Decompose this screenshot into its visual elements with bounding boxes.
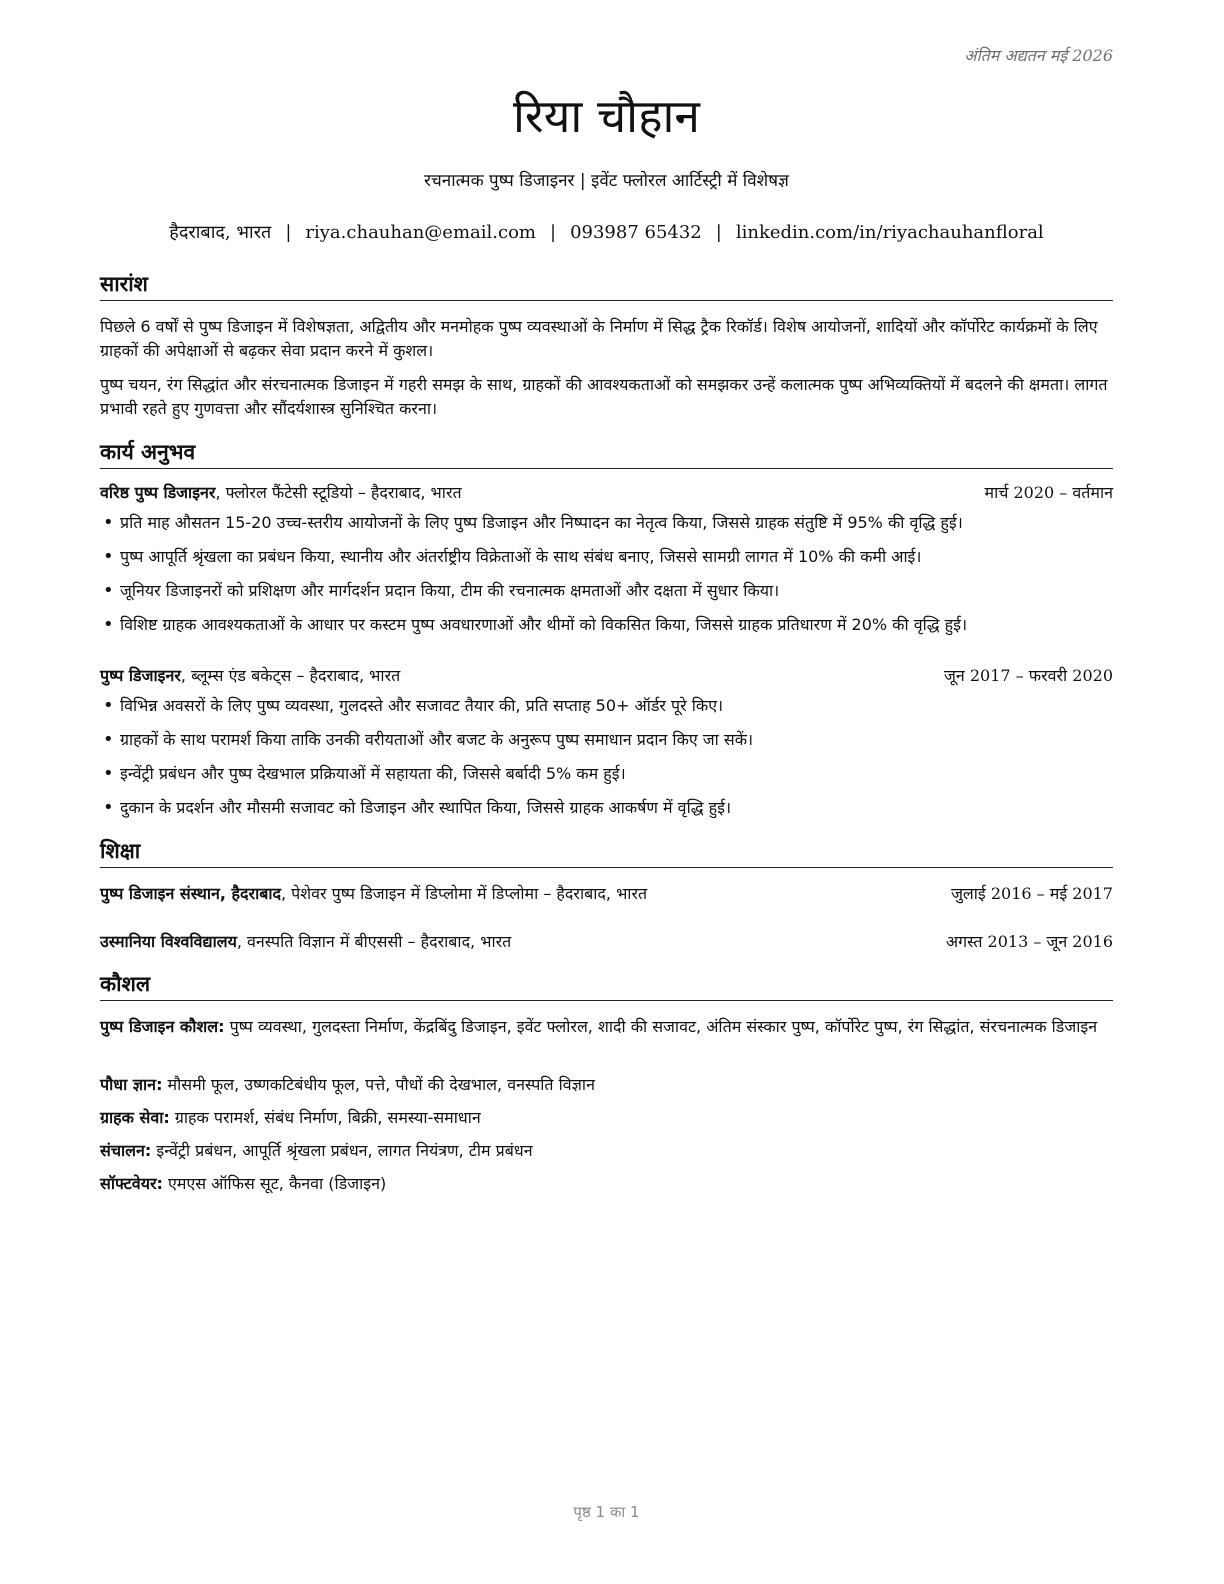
skill-value: एमएस ऑफिस सूट, कैनवा (डिजाइन) xyxy=(162,1174,387,1193)
page-number: पृष्ठ 1 का 1 xyxy=(573,1503,640,1521)
list-item: • विशिष्ट ग्राहक आवश्यकताओं के आधार पर कस्टम पुष्प अवधारणाओं और थीमों को विकसित किया, जिससे ग्राहक प्रतिधारण में 20% की वृद्धि हुई। xyxy=(100,613,1110,647)
separator: | xyxy=(549,222,557,243)
education-school: उस्मानिया विश्वविद्यालय xyxy=(100,932,237,951)
job-dates: जून 2017 – फरवरी 2020 xyxy=(944,666,1113,685)
tagline: रचनात्मक पुष्प डिजाइनर | इवेंट फ्लोरल आर्टिस्ट्री में विशेषज्ञ xyxy=(424,171,789,191)
list-item: • पुष्प आपूर्ति श्रृंखला का प्रबंधन किया, स्थानीय और अंतर्राष्ट्रीय विक्रेताओं के साथ संबंध बनाए, जिससे सामग्री लागत में 10% की कमी आई। xyxy=(100,545,1110,579)
job-title-line xyxy=(100,664,400,688)
skill-row xyxy=(100,1172,1113,1196)
resume-page xyxy=(100,0,1113,1584)
section-title-summary: सारांश xyxy=(100,270,1113,301)
education-line xyxy=(100,882,647,906)
list-item: • ग्राहकों के साथ परामर्श किया ताकि उनकी वरीयताओं और बजट के अनुरूप पुष्प समाधान प्रदान किए जा सकें। xyxy=(100,728,1110,762)
skill-value: मौसमी फूल, उष्णकटिबंधीय फूल, पत्ते, पौधों की देखभाल, वनस्पति विज्ञान xyxy=(162,1075,595,1094)
contact-location: हैदराबाद, भारत xyxy=(169,222,272,243)
skill-value: पुष्प व्यवस्था, गुलदस्ता निर्माण, केंद्रबिंदु डिजाइन, इवेंट फ्लोरल, शादी की सजावट, अंतिम संस्कार पुष्प, कॉर्पोरेट पुष्प, रंग सिद्धांत, संरचनात्मक डिजाइन xyxy=(224,1017,1098,1036)
contact-linkedin[interactable]: linkedin.com/in/riyachauhanfloral xyxy=(735,222,1044,243)
skill-label: सॉफ्टवेयर: xyxy=(100,1174,163,1193)
skill-row xyxy=(100,1106,1113,1130)
skill-row xyxy=(100,1073,1113,1097)
skill-label: पुष्प डिजाइन कौशल: xyxy=(100,1017,225,1036)
job-title-line xyxy=(100,481,462,505)
list-item: • इन्वेंट्री प्रबंधन और पुष्प देखभाल प्रक्रियाओं में सहायता की, जिससे बर्बादी 5% कम हुई। xyxy=(100,762,1110,796)
skill-value: इन्वेंट्री प्रबंधन, आपूर्ति श्रृंखला प्रबंधन, लागत नियंत्रण, टीम प्रबंधन xyxy=(151,1141,533,1160)
job-role: पुष्प डिजाइनर xyxy=(100,666,181,685)
education-line xyxy=(100,930,511,954)
job-role: वरिष्ठ पुष्प डिजाइनर xyxy=(100,483,216,502)
section-title-skills: कौशल xyxy=(100,970,1113,1001)
skill-value: ग्राहक परामर्श, संबंध निर्माण, बिक्री, समस्या-समाधान xyxy=(169,1108,481,1127)
education-dates: अगस्त 2013 – जून 2016 xyxy=(945,932,1113,951)
job-org: , ब्लूम्स एंड बकेट्स – हैदराबाद, भारत xyxy=(180,666,401,685)
education-dates: जुलाई 2016 – मई 2017 xyxy=(951,884,1113,903)
candidate-name: रिया चौहान xyxy=(513,89,700,143)
list-item: • विभिन्न अवसरों के लिए पुष्प व्यवस्था, गुलदस्ते और सजावट तैयार की, प्रति सप्ताह 50+ ऑर्डर पूरे किए। xyxy=(100,694,1110,728)
separator: | xyxy=(285,222,292,243)
skill-row xyxy=(100,1015,1113,1039)
separator: | xyxy=(715,222,722,243)
job-org: , फ्लोरल फैंटेसी स्टूडियो – हैदराबाद, भारत xyxy=(215,483,462,502)
education-detail: , पेशेवर पुष्प डिजाइन में डिप्लोमा में डिप्लोमा – हैदराबाद, भारत xyxy=(281,884,648,903)
job-dates: मार्च 2020 – वर्तमान xyxy=(984,483,1113,502)
contact-line xyxy=(100,220,1113,244)
section-title-experience: कार्य अनुभव xyxy=(100,438,1113,469)
job-bullets xyxy=(100,694,1110,830)
skill-label: संचालन: xyxy=(100,1141,152,1160)
summary-paragraph-2: पुष्प चयन, रंग सिद्धांत और संरचनात्मक डिजाइन में गहरी समझ के साथ, ग्राहकों की आवश्यकताओं को समझकर उन्हें कलात्मक पुष्प अभिव्यक्तियों में बदलने की क्षमता। लागत प्रभावी रहते हुए गुणवत्ता और सौंदर्यशास्त्र सुनिश्चित करना। xyxy=(100,375,1108,418)
education-detail: , वनस्पति विज्ञान में बीएससी – हैदराबाद, भारत xyxy=(236,932,512,951)
job-bullets xyxy=(100,511,1110,647)
contact-phone[interactable]: 093987 65432 xyxy=(570,222,702,243)
list-item: • जूनियर डिजाइनरों को प्रशिक्षण और मार्गदर्शन प्रदान किया, टीम की रचनात्मक क्षमताओं और दक्षता में सुधार किया। xyxy=(100,579,1110,613)
last-updated: अंतिम अद्यतन मई 2026 xyxy=(964,46,1113,65)
list-item: • दुकान के प्रदर्शन और मौसमी सजावट को डिजाइन और स्थापित किया, जिससे ग्राहक आकर्षण में वृद्धि हुई। xyxy=(100,796,1110,830)
contact-email[interactable]: riya.chauhan@email.com xyxy=(305,222,536,243)
education-school: पुष्प डिजाइन संस्थान, हैदराबाद xyxy=(100,884,281,903)
skill-label: ग्राहक सेवा: xyxy=(100,1108,170,1127)
skill-label: पौधा ज्ञान: xyxy=(100,1075,163,1094)
skill-row xyxy=(100,1139,1113,1163)
summary-paragraph-1: पिछले 6 वर्षों से पुष्प डिजाइन में विशेषज्ञता, अद्वितीय और मनमोहक पुष्प व्यवस्थाओं के निर्माण में सिद्ध ट्रैक रिकॉर्ड। विशेष आयोजनों, शादियों और कॉर्पोरेट कार्यक्रमों के लिए ग्राहकों की अपेक्षाओं से बढ़कर सेवा प्रदान करने में कुशल। xyxy=(100,317,1098,360)
section-title-education: शिक्षा xyxy=(100,837,1113,868)
list-item: • प्रति माह औसतन 15-20 उच्च-स्तरीय आयोजनों के लिए पुष्प डिजाइन और निष्पादन का नेतृत्व किया, जिससे ग्राहक संतुष्टि में 95% की वृद्धि हुई। xyxy=(100,511,1110,545)
